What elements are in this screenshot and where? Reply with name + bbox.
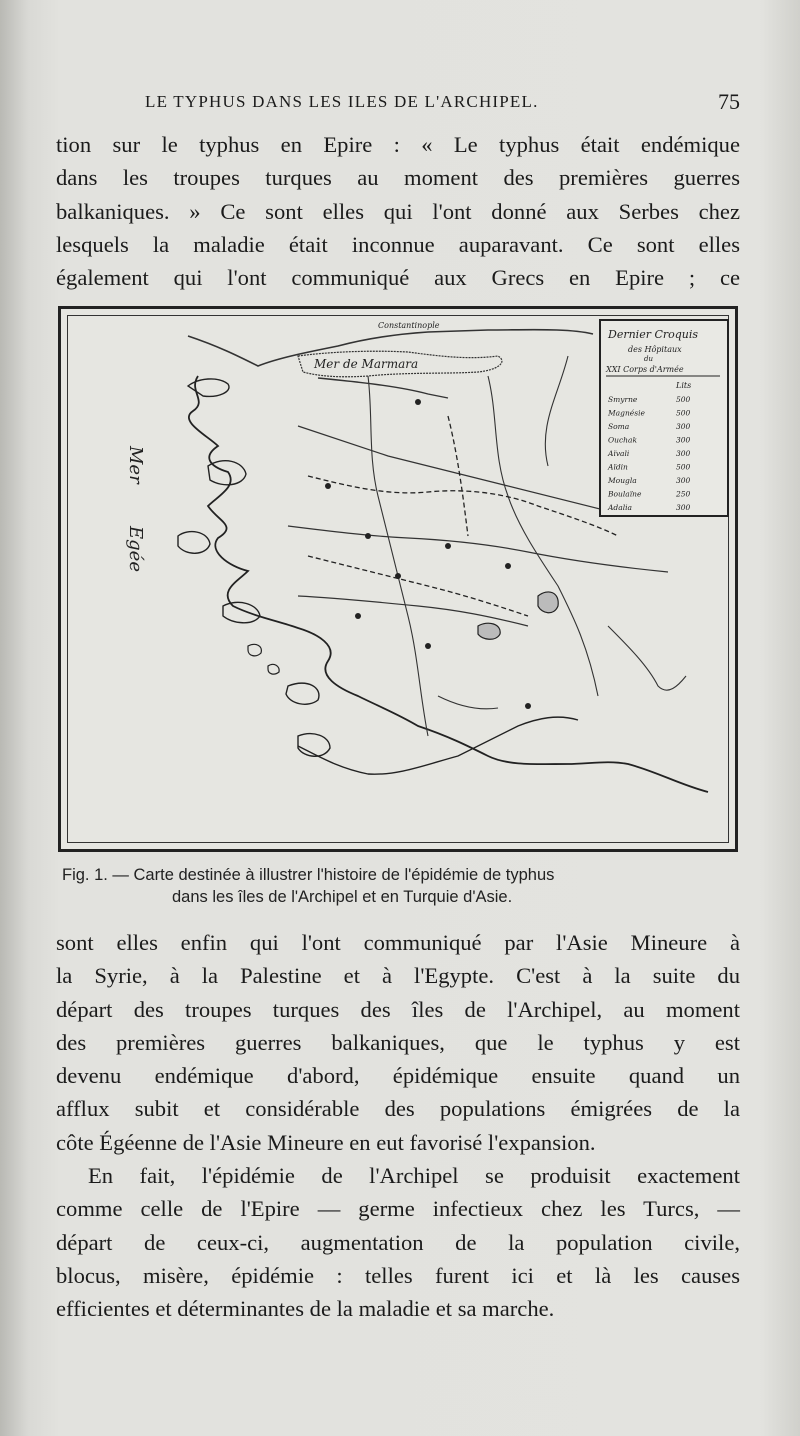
text-line: afflux subit et considérable des populations émigrées de la xyxy=(56,1096,740,1122)
legend-row-beds: 300 xyxy=(676,449,691,458)
legend-row-place: Soma xyxy=(608,422,630,431)
legend-subtitle-3: XXI Corps d'Armée xyxy=(606,365,684,374)
legend-row-beds: 500 xyxy=(676,408,691,418)
map-legend xyxy=(600,320,728,516)
text-line: la Syrie, à la Palestine et à l'Egypte. C'est à la suite du xyxy=(56,963,740,989)
legend-row-place: Aïvali xyxy=(608,449,630,458)
label-constantinople: Constantinople xyxy=(378,321,440,330)
legend-subtitle-2: du xyxy=(644,355,653,363)
label-sea-mer: Mer xyxy=(125,446,146,484)
page-number: 75 xyxy=(718,89,740,114)
top-paragraph xyxy=(56,128,740,294)
text-line: départ de ceux-ci, augmentation de la population civile, xyxy=(56,1229,740,1255)
label-marmara: Mer de Marmara xyxy=(314,357,419,371)
legend-title: Dernier Croquis xyxy=(608,328,699,341)
caption-line-1: Fig. 1. — Carte destinée à illustrer l'histoire de l'épidémie de typhus xyxy=(62,866,555,884)
legend-row-place: Aïdin xyxy=(608,462,628,472)
legend-column-header: Lits xyxy=(676,381,692,390)
bottom-paragraphs xyxy=(56,926,740,1326)
label-sea-egee: Egée xyxy=(125,526,146,572)
text-line: côte Égéenne de l'Asie Mineure en eut favorisé l'expansion. xyxy=(56,1129,596,1155)
legend-row-place: Boulaïne xyxy=(608,489,642,499)
text-line: des premières guerres balkaniques, que le typhus y est xyxy=(56,1029,740,1055)
legend-row-place: Smyrne xyxy=(608,395,638,404)
legend-row-beds: 300 xyxy=(676,422,691,431)
legend-row-place: Magnésie xyxy=(608,408,645,418)
map-drawing xyxy=(68,316,732,846)
text-line: blocus, misère, épidémie : telles furent ici et là les causes xyxy=(56,1262,740,1288)
legend-row-beds: 300 xyxy=(676,503,691,512)
map-frame xyxy=(67,315,729,843)
map-figure xyxy=(58,306,738,852)
text-line: départ des troupes turques des îles de l'Archipel, au moment xyxy=(56,996,740,1022)
legend-row-beds: 500 xyxy=(676,395,691,404)
legend-row-beds: 300 xyxy=(676,476,691,485)
text-line: tion sur le typhus en Epire : « Le typhus était endémique xyxy=(56,132,740,157)
legend-row-place: Mougla xyxy=(608,476,637,485)
text-line: comme celle de l'Epire — germe infectieux chez les Turcs, — xyxy=(56,1196,740,1222)
text-line: En fait, l'épidémie de l'Archipel se produisit exactement xyxy=(88,1163,740,1189)
running-header xyxy=(145,89,740,120)
legend-row-place: Adalia xyxy=(608,503,632,512)
text-line: efficientes et déterminantes de la maladie et sa marche. xyxy=(56,1296,555,1322)
legend-subtitle-1: des Hôpitaux xyxy=(628,345,682,354)
legend-row-beds: 250 xyxy=(676,489,691,499)
figure-caption xyxy=(62,864,742,908)
text-line: dans les troupes turques au moment des premières guerres xyxy=(56,165,740,191)
legend-row-beds: 500 xyxy=(676,462,691,472)
text-line: lesquels la maladie était inconnue auparavant. Ce sont elles xyxy=(56,231,740,257)
text-line: balkaniques. » Ce sont elles qui l'ont donné aux Serbes chez xyxy=(56,198,740,224)
text-line: sont elles enfin qui l'ont communiqué par l'Asie Mineure à xyxy=(56,930,740,955)
caption-line-2: dans les îles de l'Archipel et en Turquie d'Asie. xyxy=(172,888,513,906)
legend-row-beds: 300 xyxy=(676,435,691,445)
text-line: également qui l'ont communiqué aux Grecs en Epire ; ce xyxy=(56,265,740,291)
legend-row-place: Ouchak xyxy=(608,435,638,445)
running-title: LE TYPHUS DANS LES ILES DE L'ARCHIPEL. xyxy=(145,92,539,111)
text-line: devenu endémique d'abord, épidémique ensuite quand un xyxy=(56,1063,740,1089)
